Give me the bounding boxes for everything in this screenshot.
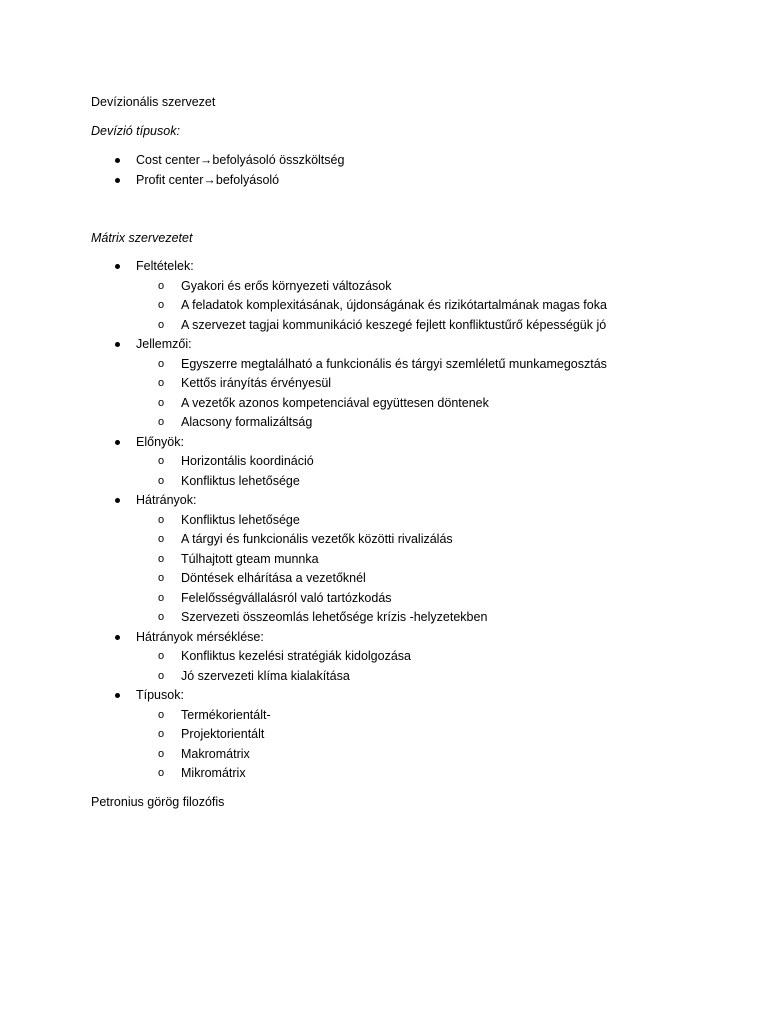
section-title: Jellemzői:: [136, 337, 192, 351]
section-title: Előnyök:: [136, 434, 184, 449]
division-type-item: Profit center→befolyásoló: [136, 173, 280, 187]
heading-matrix: Mátrix szervezetet: [91, 231, 193, 245]
section-item: Döntések elhárítása a vezetőknél: [181, 571, 366, 585]
bullet-marker: [115, 342, 120, 347]
section-item: Konfliktus kezelési stratégiák kidolgozása: [181, 649, 411, 663]
section-item: Szervezeti összeomlás lehetősége krízis -helyzetekben: [181, 610, 488, 624]
section-item: Makromátrix: [181, 746, 250, 761]
sub-bullet-marker: o: [158, 708, 165, 721]
sub-bullet-marker: o: [158, 279, 165, 292]
bullet-marker: [115, 693, 120, 698]
sub-bullet-marker: o: [158, 611, 165, 623]
bullet-marker: [115, 498, 120, 503]
section-title: Típusok:: [136, 688, 184, 702]
section-item: Egyszerre megtalálható a funkcionális és tárgyi szemléletű munkamegosztás: [181, 356, 607, 371]
sub-bullet-marker: o: [158, 669, 165, 682]
section-item: Alacsony formalizáltság: [181, 415, 313, 429]
sub-bullet-marker: o: [158, 572, 165, 584]
heading-divisional: Devízionális szervezet: [91, 95, 216, 109]
section-item: Termékorientált-: [181, 707, 271, 722]
subheading-division-types: Devízió típusok:: [91, 124, 180, 138]
section-item: Túlhajtott gteam munnka: [181, 551, 319, 566]
section-item: Mikromátrix: [181, 766, 246, 780]
footer-text: Petronius görög filozófis: [91, 795, 225, 809]
bullet-marker: [115, 440, 120, 445]
section-item: Jó szervezeti klíma kialakítása: [181, 668, 350, 683]
section-title: Feltételek:: [136, 259, 194, 273]
sub-bullet-marker: o: [158, 455, 165, 467]
bullet-marker: [115, 635, 120, 640]
sub-bullet-marker: o: [158, 299, 165, 311]
sub-bullet-marker: o: [158, 357, 165, 370]
section-item: Kettős irányítás érvényesül: [181, 376, 332, 390]
section-item: Konfliktus lehetősége: [181, 512, 300, 527]
section-item: A tárgyi és funkcionális vezetők közötti rivalizálás: [181, 532, 453, 546]
bullet-marker: [115, 178, 120, 183]
sub-bullet-marker: o: [158, 767, 165, 779]
sub-bullet-marker: o: [158, 650, 165, 662]
sub-bullet-marker: o: [158, 513, 165, 526]
section-title: Hátrányok:: [136, 493, 197, 507]
section-item: Felelősségvállalásról való tartózkodás: [181, 590, 392, 605]
bullet-marker: [115, 158, 120, 163]
section-item: Konfliktus lehetősége: [181, 473, 300, 488]
sub-bullet-marker: o: [158, 396, 165, 409]
sub-bullet-marker: o: [158, 416, 165, 428]
section-item: A vezetők azonos kompetenciával együttesen döntenek: [181, 395, 489, 410]
sub-bullet-marker: o: [158, 318, 165, 331]
section-item: Projektorientált: [181, 727, 265, 741]
sub-bullet-marker: o: [158, 591, 165, 604]
division-type-item: Cost center→befolyásoló összköltség: [136, 153, 345, 167]
bullet-marker: [115, 264, 120, 269]
sub-bullet-marker: o: [158, 474, 165, 487]
sub-bullet-marker: o: [158, 552, 165, 565]
section-title: Hátrányok mérséklése:: [136, 629, 264, 644]
section-item: A feladatok komplexitásának, újdonságának és rizikótartalmának magas foka: [181, 298, 607, 312]
sub-bullet-marker: o: [158, 533, 165, 545]
section-item: A szervezet tagjai kommunikáció keszegé fejlett konfliktustűrő képességük jó: [181, 317, 607, 332]
section-item: Horizontális koordináció: [181, 454, 314, 468]
sub-bullet-marker: o: [158, 747, 165, 760]
sub-bullet-marker: o: [158, 728, 165, 740]
sub-bullet-marker: o: [158, 377, 165, 389]
section-item: Gyakori és erős környezeti változások: [181, 278, 392, 293]
